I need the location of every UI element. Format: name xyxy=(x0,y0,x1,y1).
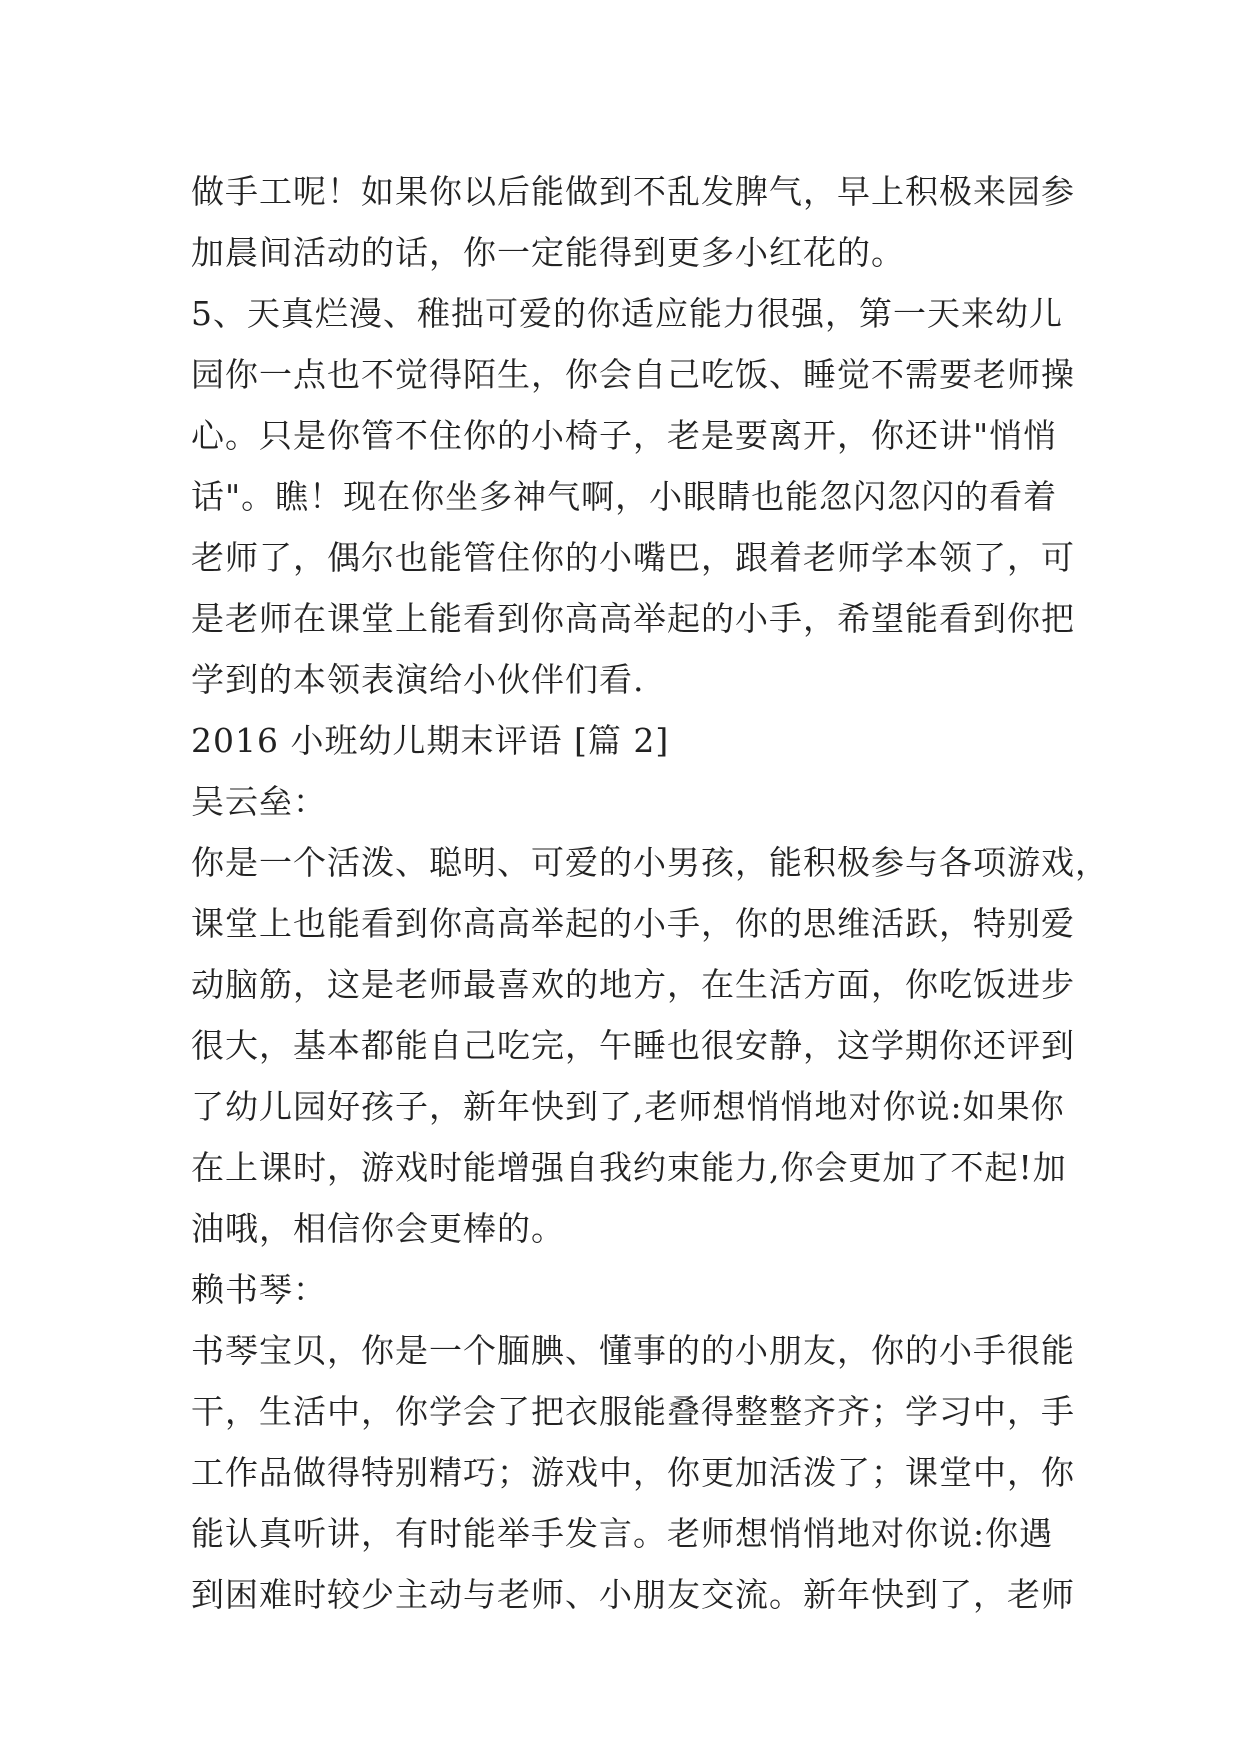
text-line: 很大，基本都能自己吃完，午睡也很安静，这学期你还评到 xyxy=(191,1026,1075,1065)
student-name: 吴云垒： xyxy=(191,782,327,821)
text-line: 老师了，偶尔也能管住你的小嘴巴，跟着老师学本领了，可 xyxy=(191,538,1075,577)
document-page xyxy=(191,161,1109,1625)
text-line: 学到的本领表演给小伙伴们看. xyxy=(191,660,645,699)
text-line: 在上课时，游戏时能增强自我约束能力,你会更加了不起!加 xyxy=(191,1148,1067,1187)
text-line: 到困难时较少主动与老师、小朋友交流。新年快到了，老师 xyxy=(191,1575,1075,1614)
text-line: 动脑筋，这是老师最喜欢的地方，在生活方面，你吃饭进步 xyxy=(191,965,1075,1004)
text-line: 干，生活中，你学会了把衣服能叠得整整齐齐；学习中，手 xyxy=(191,1392,1075,1431)
text-line: 心。只是你管不住你的小椅子，老是要离开，你还讲"悄悄 xyxy=(191,416,1058,455)
student-name: 赖书琴： xyxy=(191,1270,327,1309)
text-line: 5、天真烂漫、稚拙可爱的你适应能力很强，第一天来幼儿 xyxy=(191,294,1063,333)
text-line: 加晨间活动的话，你一定能得到更多小红花的。 xyxy=(191,233,905,272)
text-line: 做手工呢！如果你以后能做到不乱发脾气，早上积极来园参 xyxy=(191,172,1075,211)
text-line: 工作品做得特别精巧；游戏中，你更加活泼了；课堂中，你 xyxy=(191,1453,1075,1492)
text-line: 你是一个活泼、聪明、可爱的小男孩，能积极参与各项游戏， xyxy=(191,843,1109,882)
text-line: 了幼儿园好孩子，新年快到了,老师想悄悄地对你说:如果你 xyxy=(191,1087,1065,1126)
text-line: 书琴宝贝，你是一个腼腆、懂事的的小朋友，你的小手很能 xyxy=(191,1331,1075,1370)
text-line: 园你一点也不觉得陌生，你会自己吃饭、睡觉不需要老师操 xyxy=(191,355,1075,394)
text-line: 油哦，相信你会更棒的。 xyxy=(191,1209,565,1248)
text-line: 能认真听讲，有时能举手发言。老师想悄悄地对你说:你遇 xyxy=(191,1514,1054,1553)
text-line: 课堂上也能看到你高高举起的小手，你的思维活跃，特别爱 xyxy=(191,904,1075,943)
text-line: 话"。瞧！现在你坐多神气啊，小眼睛也能忽闪忽闪的看着 xyxy=(191,477,1058,516)
text-line: 是老师在课堂上能看到你高高举起的小手，希望能看到你把 xyxy=(191,599,1075,638)
section-heading: 2016 小班幼儿期末评语 [篇 2] xyxy=(191,721,670,760)
